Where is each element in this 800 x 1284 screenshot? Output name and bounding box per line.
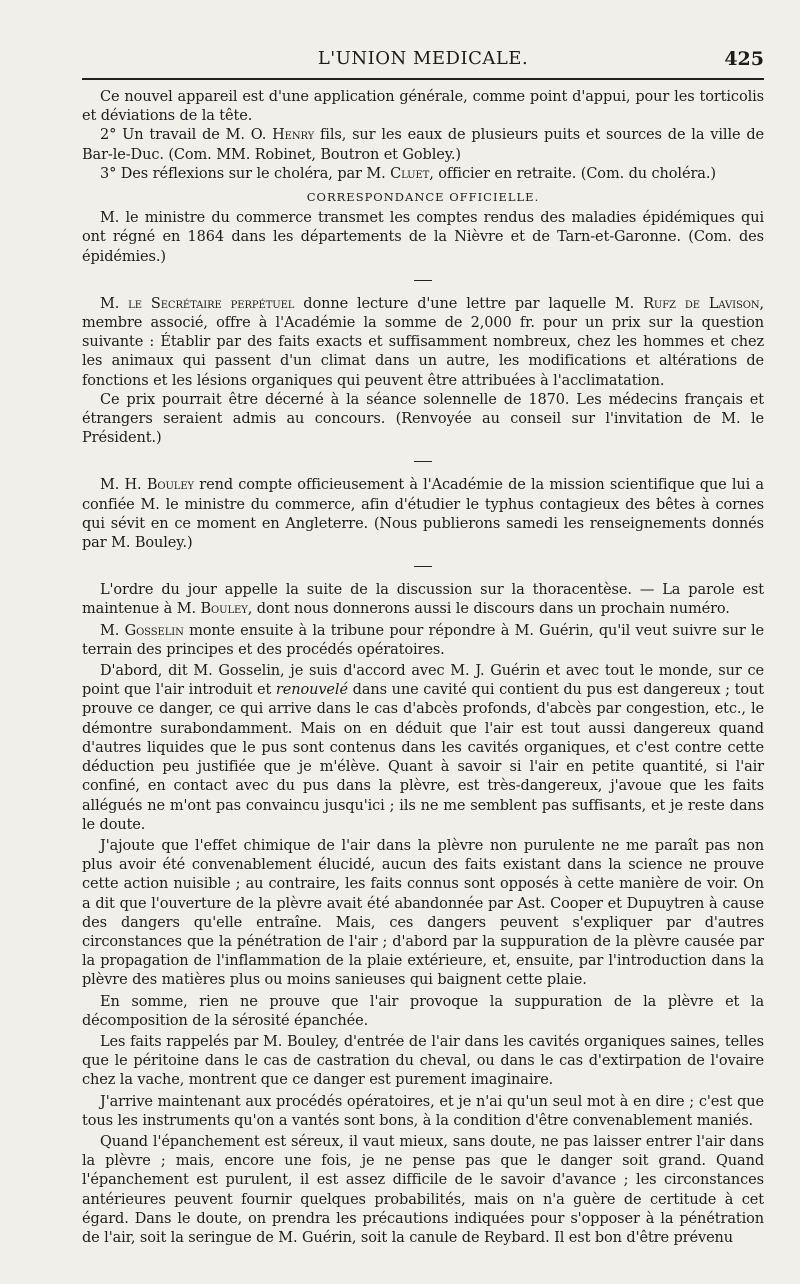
section-heading: CORRESPONDANCE OFFICIELLE.: [306, 190, 540, 205]
paragraph: J'arrive maintenant aux procédés opératoires, et je n'ai qu'un seul mot à en dire ; c'est que tous les instruments qu'on a vantés sont bons, à la condition d'être convenablement maniés.: [82, 1093, 764, 1129]
article-body: [82, 88, 764, 1248]
paragraph: Les faits rappelés par M. Bouley, d'entrée de l'air dans les cavités organiques saines, telles que le péritoine dans le cas de castration du cheval, ou dans le cas d'extirpation de l'ovaire chez la vache, montrent que ce danger est purement imaginaire.: [82, 1033, 764, 1089]
author-name: Cluet: [390, 165, 430, 182]
page-header: [82, 44, 764, 78]
paragraph: 3° Des réflexions sur le choléra, par M. Cluet, officier en retraite. (Com. du choléra.): [100, 165, 716, 182]
paragraph: M. le Secrétaire perpétuel donne lecture d'une lettre par laquelle M. Rufz de Lavison, membre associé, offre à l'Académie la somme de 2,000 fr. pour un prix sur la question suivante : Établir par des faits exacts et suffisamment nombreux, chez les hommes et chez les animaux qui passent d'un climat dans un autre, les modifications et altérations de fonctions et les lésions organiques qui peuvent être attribuées à l'acclimatation.: [82, 295, 765, 389]
paragraph: M. Gosselin monte ensuite à la tribune pour répondre à M. Guérin, qu'il veut suivre sur le terrain des principes et des procédés opératoires.: [82, 622, 764, 658]
author-name: Rufz de Lavison: [643, 295, 760, 312]
running-title: L'UNION MEDICALE.: [317, 48, 529, 69]
speaker-name: Bouley: [146, 477, 195, 494]
section-divider: [414, 280, 432, 281]
section-divider: [414, 461, 432, 462]
speaker-name: Bouley: [200, 601, 248, 618]
author-name: Henry: [272, 127, 315, 144]
emphasis: renouvelé: [275, 682, 348, 699]
paragraph: L'ordre du jour appelle la suite de la discussion sur la thoracentèse. — La parole est maintenue à M. Bouley, dont nous donnerons aussi le discours dans un prochain numéro.: [82, 582, 764, 618]
paragraph: En somme, rien ne prouve que l'air provoque la suppuration de la plèvre et la décomposition de la sérosité épanchée.: [82, 993, 764, 1029]
header-rule: [82, 78, 764, 80]
paragraph: 2° Un travail de M. O. Henry fils, sur les eaux de plusieurs puits et sources de la ville de Bar-le-Duc. (Com. MM. Robinet, Boutron et Gobley.): [82, 127, 765, 163]
paragraph: M. H. Bouley rend compte officieusement à l'Académie de la mission scientifique que lui a confiée M. le ministre du commerce, afin d'étudier le typhus contagieux des bêtes à cornes qui sévit en ce moment en Angleterre. (Nous publierons samedi les renseignements donnés par M. Bouley.): [82, 477, 764, 552]
paragraph: Ce prix pourrait être décerné à la séance solennelle de 1870. Les médecins français et étrangers seraient admis au concours. (Renvoyée au conseil sur l'invitation de M. le Président.): [82, 391, 764, 447]
page-number: 425: [724, 48, 764, 70]
paragraph: J'ajoute que l'effet chimique de l'air dans la plèvre non purulente ne me paraît pas non plus avoir été convenablement élucidé, aucun des faits existant dans la science ne prouve cette action nuisible ; au contraire, les faits connus sont opposés à cette manière de voir. On a dit que l'ouverture de la plèvre avait été abandonnée par Ast. Cooper et Dupuytren à cause des dangers qu'elle entraîne. Mais, ces dangers peuvent s'expliquer par d'autres circonstances que la pénétration de l'air ; d'abord par la suppuration de la plèvre causée par la propagation de l'inflammation de la plaie extérieure, et, ensuite, par l'introduction dans la plèvre des matières plus ou moins sanieuses qui baignent cette plaie.: [82, 837, 764, 989]
section-divider: [414, 566, 432, 567]
paragraph: Ce nouvel appareil est d'une application générale, comme point d'appui, pour les torticolis et déviations de la tête.: [82, 89, 764, 125]
paragraph: D'abord, dit M. Gosselin, je suis d'accord avec M. J. Guérin et avec tout le monde, sur ce point que l'air introduit et renouvelé dans une cavité qui contient du pus est dangereux ; tout prouve ce danger, ce qui arrive dans le cas d'abcès profonds, d'abcès par congestion, etc., le démontre surabondamment. Mais on en déduit que l'air est tout aussi dangereux quand d'autres liquides que le pus sont contenus dans les cavités organiques, et c'est contre cette déduction peu justifiée que je m'élève. Quant à savoir si l'air en petite quantité, si l'air confiné, en contact avec du pus dans la plèvre, est très-dangereux, j'avoue que les faits allégués ne m'ont pas convaincu jusqu'ici ; ils ne me semblent pas suffisants, et je reste dans le doute.: [82, 663, 764, 833]
paragraph: Quand l'épanchement est séreux, il vaut mieux, sans doute, ne pas laisser entrer l'air dans la plèvre ; mais, encore une fois, je ne pense pas que le danger soit grand. Quand l'épanchement est purulent, il est assez difficile de le savoir d'avance ; les circonstances antérieures peuvent fournir quelques probabilités, mais on n'a guère de certitude à cet égard. Dans le doute, on prendra les précautions indiquées pour s'opposer à la pénétration de l'air, soit la seringue de M. Guérin, soit la canule de Reybard. Il est bon d'être prévenu: [82, 1133, 764, 1246]
speaker-name: M. le Secrétaire perpétuel: [100, 295, 295, 312]
speaker-name: Gosselin: [124, 622, 184, 639]
paragraph: M. le ministre du commerce transmet les comptes rendus des maladies épidémiques qui ont régné en 1864 dans les départements de la Nièvre et de Tarn-et-Garonne. (Com. des épidémies.): [82, 210, 764, 265]
